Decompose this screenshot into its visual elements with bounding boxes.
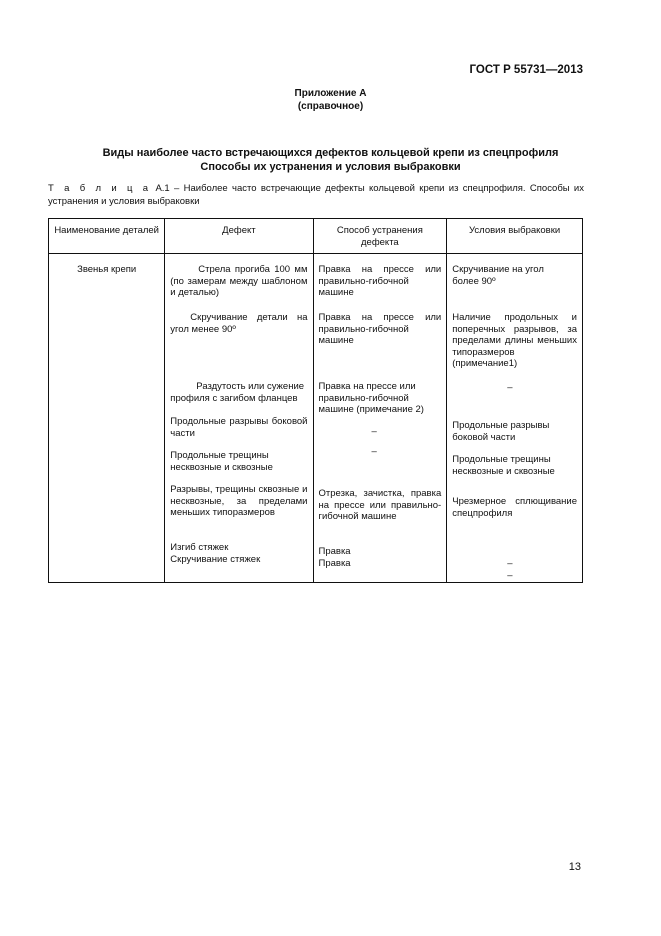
header-part-name: Наименование деталей <box>49 219 165 254</box>
rejection-item: Скручивание на угол более 90º <box>452 264 544 287</box>
defect-cell <box>165 254 313 583</box>
header-defect: Дефект <box>165 219 313 254</box>
table-header-row <box>49 219 583 254</box>
defects-table <box>48 218 583 583</box>
header-remedy: Способ устранения дефекта <box>313 219 447 254</box>
remedy-item: – <box>371 426 377 437</box>
defect-item: Стрела прогиба 100 мм (по замерам между шаблоном и деталью) <box>170 264 308 298</box>
rejection-item: – <box>507 570 513 581</box>
defect-item: Продольные разрывы боковой части <box>170 416 308 439</box>
remedy-item: Правка на прессе или правильно-гибочной машине (примечание 2) <box>318 381 424 415</box>
rejection-item: – <box>507 382 513 393</box>
appendix-heading <box>0 87 661 113</box>
part-name: Звенья крепи <box>77 264 137 275</box>
title-line-2: Способы их устранения и условия выбраковки <box>200 161 461 173</box>
part-cell <box>49 254 165 583</box>
rejection-cell <box>447 254 583 583</box>
appendix-subtitle: (справочное) <box>297 101 364 112</box>
document-title <box>0 146 661 174</box>
defect-item: Разрывы, трещины сквозные и несквозные, за пределами меньших типоразмеров <box>170 484 308 518</box>
remedy-item: – <box>371 446 377 457</box>
header-rejection: Условия выбраковки <box>447 219 583 254</box>
appendix-title: Приложение А <box>294 88 367 99</box>
rejection-item: – <box>507 558 513 569</box>
standard-code: ГОСТ Р 55731—2013 <box>469 64 583 76</box>
title-line-1: Виды наиболее часто встречающихся дефектов кольцевой крепи из спецпрофиля <box>102 147 559 159</box>
remedy-item: Правка на прессе или правильно-гибочной машине <box>318 312 442 346</box>
caption-text: А.1 – Наиболее часто встречающие дефекты кольцевой крепи из спецпрофиля. Способы их устранения и условия выбраковки <box>48 183 584 207</box>
table-caption <box>48 182 584 208</box>
defect-item: Раздутость или сужение профиля с загибом фланцев <box>170 381 305 404</box>
page-number: 13 <box>568 861 581 873</box>
remedy-cell <box>313 254 447 583</box>
remedy-item: Правка на прессе или правильно-гибочной машине <box>318 264 442 298</box>
defect-item: Скручивание детали на угол менее 90º <box>170 312 308 335</box>
rejection-item: Продольные трещины несквозные и сквозные <box>452 454 555 477</box>
rejection-item: Наличие продольных и поперечных разрывов, за пределами длины меньших типоразмеров (примечание1) <box>452 312 577 369</box>
remedy-item: Правка <box>318 546 351 557</box>
remedy-item: Отрезка, зачистка, правка на прессе или правильно-гибочной машине <box>318 488 442 522</box>
table-row <box>49 254 583 583</box>
caption-prefix: Т а б л и ц а <box>48 183 152 194</box>
rejection-item: Чрезмерное сплющивание спецпрофиля <box>452 496 577 519</box>
defect-item: Скручивание стяжек <box>170 554 261 565</box>
rejection-item: Продольные разрывы боковой части <box>452 420 550 443</box>
remedy-item: Правка <box>318 558 351 569</box>
defect-item: Изгиб стяжек <box>170 542 229 553</box>
defect-item: Продольные трещины несквозные и сквозные <box>170 450 273 473</box>
